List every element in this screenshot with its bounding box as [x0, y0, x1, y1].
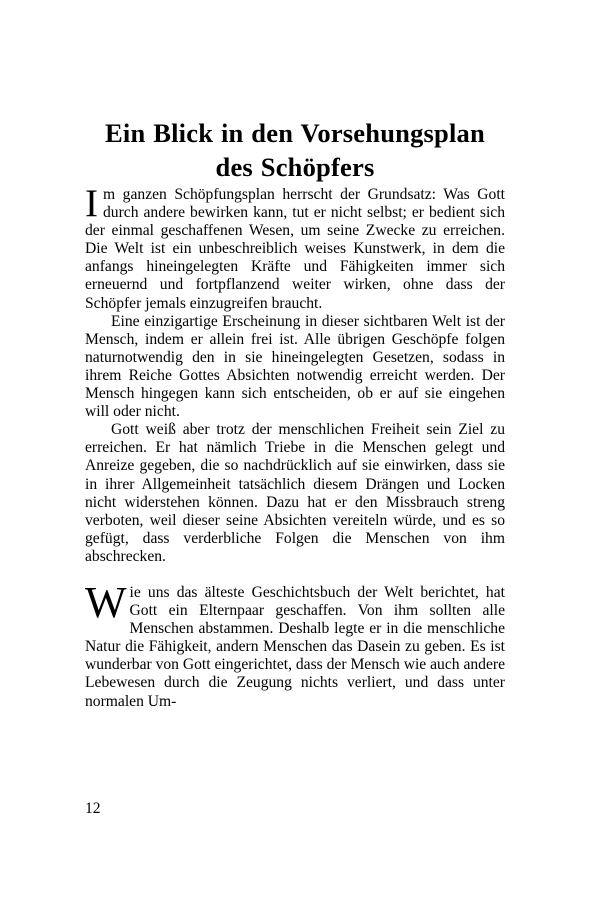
- paragraph-3: [85, 421, 505, 566]
- paragraph-4: [85, 577, 506, 711]
- paragraph-1-text: m ganzen Schöpfungsplan herrscht der Grundsatz: Was Gott durch andere bewirken kann, tut er nicht selbst; er bedient sich der einmal geschaffenen Wesen, um seine Zwecke zu erreichen. Die Welt ist ein unbeschreiblich weises Kunstwerk, in dem die anfangs hineingelegten Kräfte und Fähigkeiten immer sich erneuernd und fortpflanzend weiter wirken, ohne dass der Schöpfer jemals einzugreifen braucht.: [85, 186, 505, 312]
- page-title-line-1: Ein Blick in den Vorsehungsplan: [105, 117, 485, 148]
- paragraph-4-text: ie uns das älteste Geschichtsbuch der Welt berichtet, hat Gott ein Elternpaar geschaffen. Von ihm sollten alle Menschen abstammen. Deshalb legte er in die menschliche Natur die Fähigkeit, andern Menschen das Dasein zu geben. Es ist wunderbar von Gott eingerichtet, dass der Mensch wie auch andere Lebewesen durch die Zeugung nichts verliert, und dass unter normalen Um-: [85, 583, 506, 710]
- page-number: 12: [85, 800, 101, 817]
- paragraph-3-text: Gott weiß aber trotz der menschlichen Freiheit sein Ziel zu erreichen. Er hat nämlich Triebe in die Menschen gelegt und Anreize gegeben, die so nachdrücklich auf sie einwirken, dass sie in ihrer Allgemeinheit tatsächlich diesem Drängen und Locken nicht widerstehen können. Dazu hat er den Missbrauch streng verboten, weil dieser seine Absichten vereiteln würde, und es so gefügt, dass verderbliche Folgen die Menschen von ihm abschrecken.: [85, 421, 505, 565]
- paragraph-1: [85, 182, 505, 313]
- body-text-column: [85, 182, 506, 711]
- page-title-line-2: des Schöpfers: [215, 151, 375, 182]
- paragraph-2: [85, 313, 505, 422]
- page-title: [85, 116, 505, 184]
- paragraph-2-text: Eine einzigartige Erscheinung in dieser sichtbaren Welt ist der Mensch, indem er allein frei ist. Alle übrigen Geschöpfe folgen naturnotwendig den in sie hineingelegten Gesetzen, sodass in ihrem Reiche Gottes Absichten notwendig erreicht werden. Der Mensch hingegen kann sich entscheiden, ob er auf sie eingehen will oder nicht.: [85, 312, 505, 421]
- dropcap-letter-w: W: [85, 577, 127, 627]
- dropcap-letter-i: I: [85, 182, 98, 225]
